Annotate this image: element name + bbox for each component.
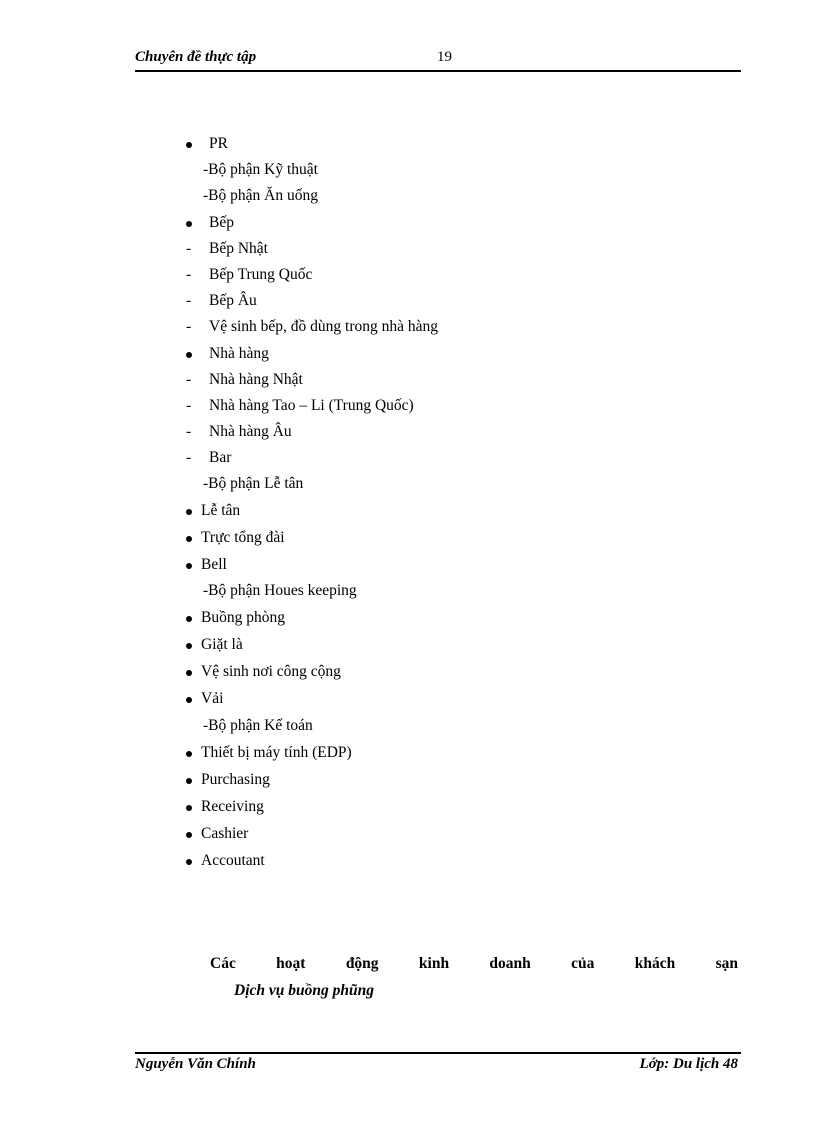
- list-item: Trực tổng đài: [201, 529, 285, 546]
- list-item: -Bộ phận Houes keeping: [203, 582, 357, 599]
- dash-marker: -: [186, 240, 192, 257]
- list-item: Thiết bị máy tính (EDP): [201, 744, 352, 761]
- bullet-icon: [186, 221, 192, 227]
- header-title: Chuyên đề thực tập: [135, 49, 257, 65]
- list-item: Giặt là: [201, 636, 243, 653]
- heading-word: sạn: [715, 955, 738, 972]
- section-subheading: Dịch vụ buồng phũng: [234, 982, 374, 999]
- bullet-icon: [186, 352, 192, 358]
- dash-marker: -: [186, 318, 192, 335]
- list-item: Vải: [201, 690, 224, 707]
- list-item: -Bộ phận Kế toán: [203, 717, 313, 734]
- list-item: -Bộ phận Kỹ thuật: [203, 161, 318, 178]
- heading-word: Các: [210, 955, 236, 972]
- heading-word: khách: [634, 955, 676, 972]
- list-item: Cashier: [201, 825, 249, 842]
- list-item: Accoutant: [201, 852, 265, 869]
- list-item: -Bộ phận Ăn uống: [203, 187, 318, 204]
- list-item: Lễ tân: [201, 502, 241, 519]
- list-item: Bếp Âu: [209, 292, 257, 309]
- list-item: Vệ sinh nơi công cộng: [201, 663, 341, 680]
- bullet-icon: [186, 859, 192, 865]
- list-item: Nhà hàng Nhật: [209, 371, 303, 388]
- list-item: Bếp Trung Quốc: [209, 266, 313, 283]
- dash-marker: -: [186, 423, 192, 440]
- bullet-icon: [186, 142, 192, 148]
- bullet-icon: [186, 563, 192, 569]
- dash-marker: -: [186, 371, 192, 388]
- bullet-icon: [186, 697, 192, 703]
- bullet-icon: [186, 778, 192, 784]
- bullet-icon: [186, 509, 192, 515]
- bullet-icon: [186, 832, 192, 838]
- heading-word: kinh: [418, 955, 450, 972]
- dash-marker: -: [186, 449, 192, 466]
- dash-marker: -: [186, 266, 192, 283]
- list-item: Receiving: [201, 798, 264, 815]
- bullet-icon: [186, 670, 192, 676]
- dash-marker: -: [186, 397, 192, 414]
- bullet-icon: [186, 616, 192, 622]
- header-rule: [135, 70, 741, 72]
- bullet-icon: [186, 805, 192, 811]
- list-item: Vệ sinh bếp, đồ dùng trong nhà hàng: [209, 318, 439, 335]
- dash-marker: -: [186, 292, 192, 309]
- page-number: 19: [437, 49, 452, 65]
- list-item: Bếp: [209, 214, 234, 231]
- list-item: Nhà hàng Tao – Li (Trung Quốc): [209, 397, 414, 414]
- list-item: Nhà hàng: [209, 345, 269, 362]
- heading-word: động: [345, 955, 379, 972]
- footer-class: Lớp: Du lịch 48: [639, 1056, 738, 1072]
- heading-word: của: [571, 955, 595, 972]
- list-item: Bếp Nhật: [209, 240, 268, 257]
- footer-author: Nguyễn Văn Chính: [135, 1056, 256, 1072]
- heading-word: hoạt: [276, 955, 306, 972]
- list-item: Bell: [201, 556, 227, 573]
- list-item: Purchasing: [201, 771, 270, 788]
- heading-word: doanh: [489, 955, 531, 972]
- list-item: Bar: [209, 449, 232, 466]
- list-item: -Bộ phận Lễ tân: [203, 475, 304, 492]
- bullet-icon: [186, 751, 192, 757]
- list-item: PR: [209, 135, 228, 152]
- list-item: Nhà hàng Âu: [209, 423, 292, 440]
- bullet-icon: [186, 643, 192, 649]
- list-item: Buồng phòng: [201, 609, 285, 626]
- bullet-icon: [186, 536, 192, 542]
- section-heading: [210, 955, 738, 973]
- footer-rule: [135, 1052, 741, 1054]
